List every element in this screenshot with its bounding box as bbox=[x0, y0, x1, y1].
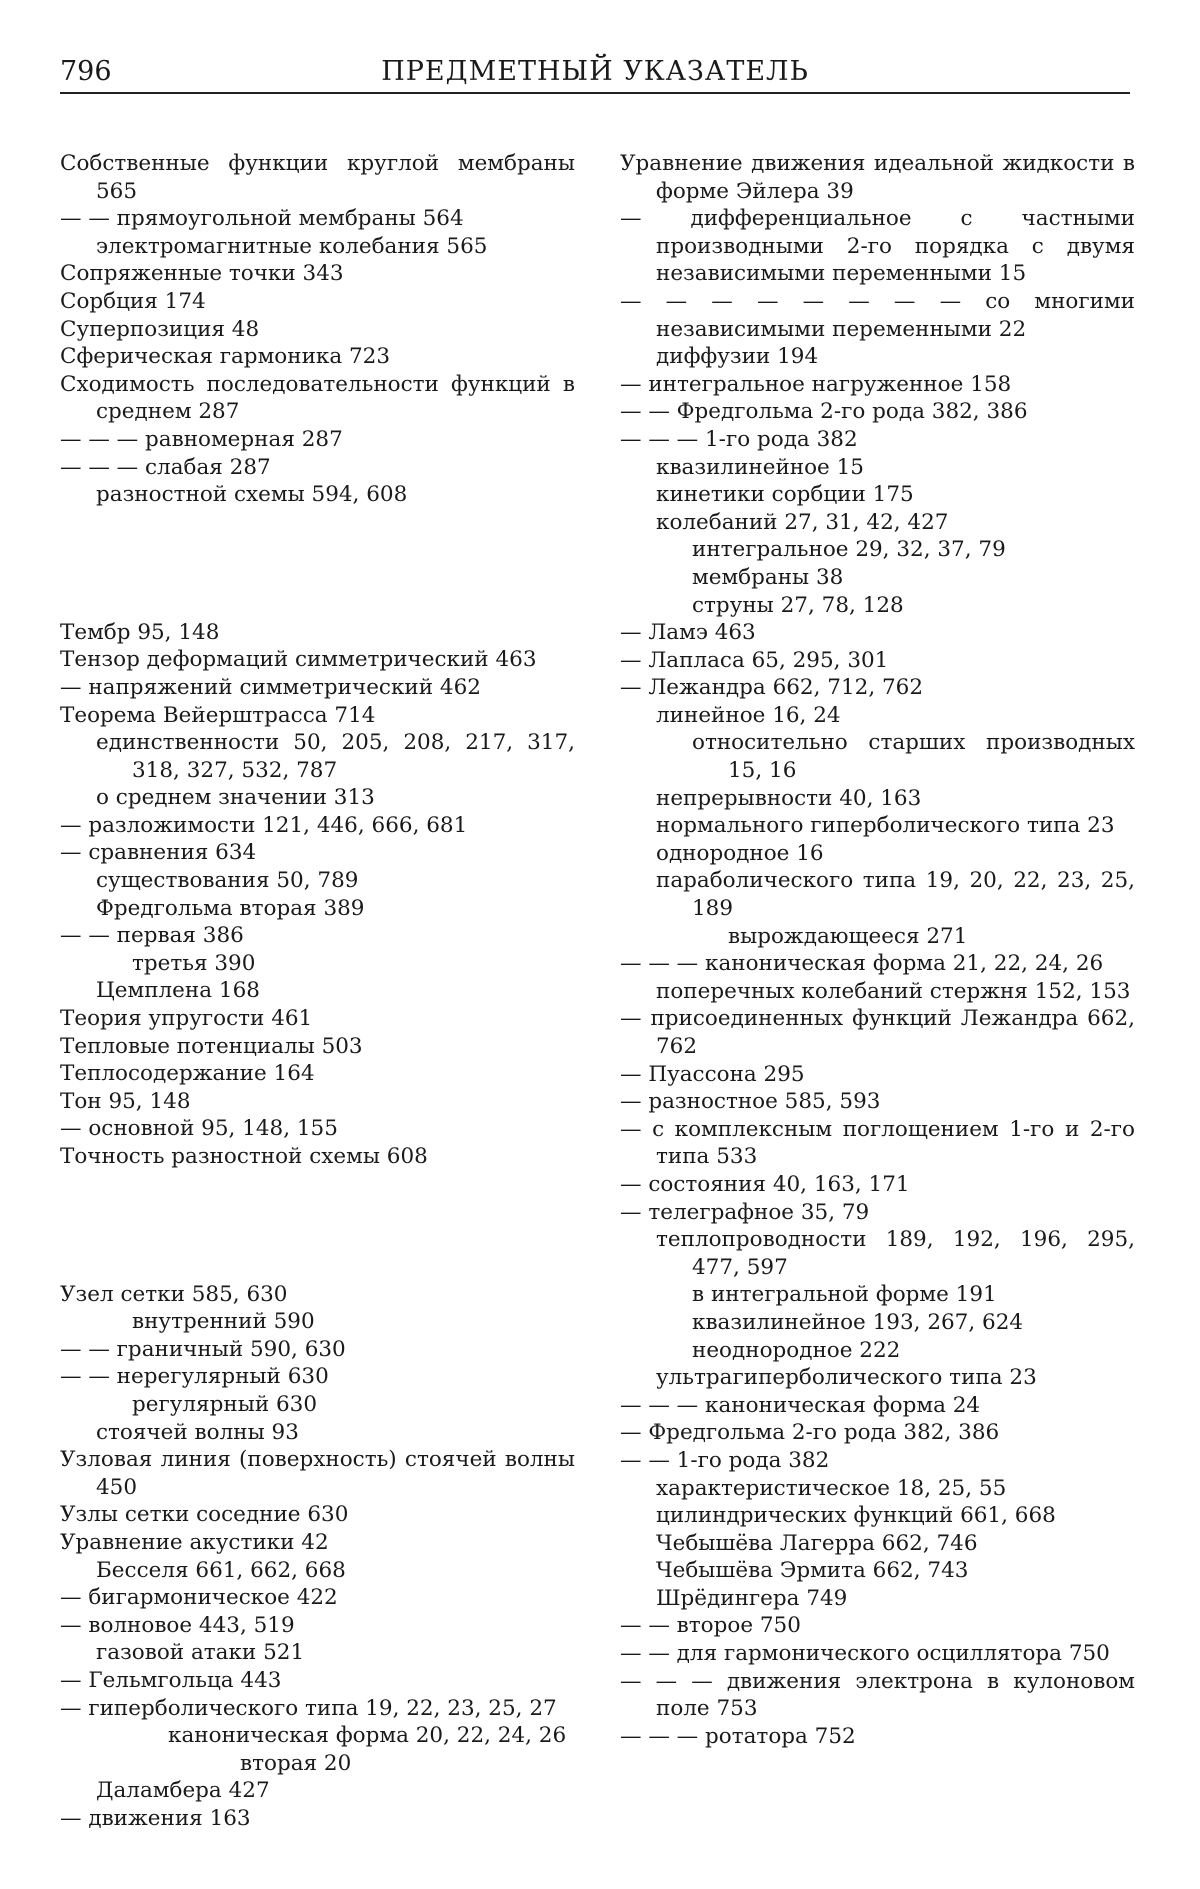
index-entry: — — — каноническая форма 24 bbox=[620, 1392, 981, 1418]
index-entry: третья 390 bbox=[132, 950, 256, 976]
index-entry: теплопроводности 189, 192, 196, 295, 477, 597 bbox=[656, 1227, 1135, 1280]
index-entry: — — — движения электрона в кулоновом поле 753 bbox=[620, 1668, 1135, 1722]
section-gap bbox=[60, 1171, 575, 1281]
index-entry: ультрагиперболического типа 23 bbox=[656, 1365, 1037, 1391]
index-entry: Теплосодержание 164 bbox=[60, 1061, 315, 1087]
index-entry: Сферическая гармоника 723 bbox=[60, 344, 391, 370]
index-entry: Суперпозиция 48 bbox=[60, 316, 260, 342]
index-entry: — — нерегулярный 630 bbox=[60, 1364, 329, 1390]
index-entry: — бигармоническое 422 bbox=[60, 1585, 338, 1611]
index-entry: Даламбера 427 bbox=[96, 1778, 270, 1804]
index-entry: — Гельмгольца 443 bbox=[60, 1667, 282, 1693]
index-entry: — — Фредгольма 2-го рода 382, 386 bbox=[620, 399, 1028, 425]
index-entry: Уравнение движения идеальной жидкости в форме Эйлера 39 bbox=[620, 151, 1135, 204]
index-entry: Точность разностной схемы 608 bbox=[60, 1144, 428, 1169]
index-entry: — телеграфное 35, 79 bbox=[620, 1199, 870, 1225]
index-entry: — — — 1-го рода 382 bbox=[620, 426, 858, 452]
index-entry: цилиндрических функций 661, 668 bbox=[656, 1503, 1056, 1529]
index-entry: — движения 163 bbox=[60, 1805, 251, 1831]
index-entry: Собственные функции круглой мембраны 565 bbox=[60, 151, 575, 204]
index-entry: параболического типа 19, 20, 22, 23, 25, 189 bbox=[656, 868, 1135, 922]
index-entry: — интегральное нагруженное 158 bbox=[620, 371, 1012, 397]
page-title: ПРЕДМЕТНЫЙ УКАЗАТЕЛЬ bbox=[381, 56, 809, 87]
index-entry: каноническая форма 20, 22, 24, 26 bbox=[168, 1723, 567, 1749]
index-entry: непрерывности 40, 163 bbox=[656, 785, 922, 811]
index-entry: линейное 16, 24 bbox=[656, 702, 841, 728]
index-entry: однородное 16 bbox=[656, 840, 824, 866]
index-entry: квазилинейное 15 bbox=[656, 454, 864, 480]
index-entry: — напряжений симметрический 462 bbox=[60, 674, 481, 700]
index-entry: — — — ротатора 752 bbox=[620, 1723, 856, 1749]
index-entry: единственности 50, 205, 208, 217, 317, 318, 327, 532, 787 bbox=[96, 730, 575, 783]
index-entry: внутренний 590 bbox=[132, 1309, 315, 1335]
index-entry: Уравнение акустики 42 bbox=[60, 1529, 329, 1555]
index-entry: в интегральной форме 191 bbox=[692, 1282, 997, 1308]
index-entry: Узел сетки 585, 630 bbox=[60, 1281, 288, 1307]
index-entry: Цемплена 168 bbox=[96, 978, 260, 1004]
index-entry: — состояния 40, 163, 171 bbox=[620, 1171, 910, 1197]
index-entry: струны 27, 78, 128 bbox=[692, 592, 904, 618]
index-entry: относительно старших производных 15, 16 bbox=[692, 730, 1135, 784]
index-entry: Сопряженные точки 343 bbox=[60, 261, 344, 287]
index-entry: Узловая линия (поверхность) стоячей волны 450 bbox=[60, 1447, 575, 1500]
index-entry: Чебышёва Лагерра 662, 746 bbox=[656, 1530, 978, 1556]
index-entry: поперечных колебаний стержня 152, 153 bbox=[656, 978, 1131, 1004]
index-entry: вторая 20 bbox=[240, 1750, 352, 1776]
index-entry: Тембр 95, 148 bbox=[60, 619, 220, 645]
index-entry: — Фредгольма 2-го рода 382, 386 bbox=[620, 1420, 1000, 1446]
index-entry: Тон 95, 148 bbox=[60, 1088, 191, 1114]
index-entry: — — 1-го рода 382 bbox=[620, 1447, 830, 1473]
index-entry: колебаний 27, 31, 42, 427 bbox=[656, 509, 949, 535]
index-entry: — — — слабая 287 bbox=[60, 454, 271, 480]
index-entry: разностной схемы 594, 608 bbox=[96, 482, 408, 508]
index-entry: Узлы сетки соседние 630 bbox=[60, 1502, 349, 1528]
index-entry: — гиперболического типа 19, 22, 23, 25, 27 bbox=[60, 1695, 557, 1721]
index-column-right bbox=[620, 150, 1135, 1750]
index-entry: регулярный 630 bbox=[132, 1391, 318, 1417]
index-entry: кинетики сорбции 175 bbox=[656, 482, 914, 508]
index-entry: — основной 95, 148, 155 bbox=[60, 1116, 338, 1142]
index-entry: неоднородное 222 bbox=[692, 1337, 901, 1363]
index-entry: — разложимости 121, 446, 666, 681 bbox=[60, 812, 468, 838]
index-entry: Сходимость последовательности функций в среднем 287 bbox=[60, 371, 575, 425]
index-entry: квазилинейное 193, 267, 624 bbox=[692, 1309, 1024, 1335]
index-entry: характеристическое 18, 25, 55 bbox=[656, 1475, 1007, 1501]
index-entry: Теория упругости 461 bbox=[60, 1006, 313, 1032]
page-number: 796 bbox=[60, 56, 112, 87]
index-entry: — с комплексным поглощением 1-го и 2-го типа 533 bbox=[620, 1116, 1135, 1170]
index-entry: — — первая 386 bbox=[60, 923, 244, 949]
index-entry: — присоединенных функций Лежандра 662, 762 bbox=[620, 1006, 1135, 1059]
index-column-left bbox=[60, 150, 575, 1832]
index-entry: существования 50, 789 bbox=[96, 868, 359, 894]
index-entry: — — — равномерная 287 bbox=[60, 426, 343, 452]
index-entry: — Ламэ 463 bbox=[620, 620, 756, 646]
index-entry: Чебышёва Эрмита 662, 743 bbox=[656, 1558, 969, 1584]
index-entry: — — — — — — — — со многими независимыми переменными 22 bbox=[620, 288, 1135, 342]
index-entry: — волновое 443, 519 bbox=[60, 1612, 295, 1638]
index-entry: — дифференциальное с частными производными 2-го порядка с двумя независимыми переменными 15 bbox=[620, 206, 1135, 287]
index-entry: мембраны 38 bbox=[692, 564, 844, 590]
index-entry: — — прямоугольной мембраны 564 bbox=[60, 206, 464, 232]
index-entry: Теорема Вейерштрасса 714 bbox=[60, 702, 376, 728]
section-gap bbox=[60, 509, 575, 619]
index-entry: — Лежандра 662, 712, 762 bbox=[620, 675, 924, 701]
page-header bbox=[60, 52, 1130, 94]
index-entry: Фредгольма вторая 389 bbox=[96, 895, 365, 921]
index-entry: — разностное 585, 593 bbox=[620, 1089, 881, 1115]
index-entry: Бесселя 661, 662, 668 bbox=[96, 1557, 346, 1583]
index-entry: — Лапласа 65, 295, 301 bbox=[620, 647, 889, 673]
index-entry: интегральное 29, 32, 37, 79 bbox=[692, 537, 1006, 563]
index-entry: — — — каноническая форма 21, 22, 24, 26 bbox=[620, 951, 1104, 977]
index-entry: нормального гиперболического типа 23 bbox=[656, 813, 1115, 839]
index-entry: диффузии 194 bbox=[656, 344, 819, 370]
index-entry: о среднем значении 313 bbox=[96, 785, 375, 811]
index-entry: Тензор деформаций симметрический 463 bbox=[60, 647, 537, 673]
index-entry: газовой атаки 521 bbox=[96, 1640, 305, 1666]
index-entry: Сорбция 174 bbox=[60, 288, 206, 314]
index-entry: — — для гармонического осциллятора 750 bbox=[620, 1641, 1110, 1667]
index-entry: вырождающееся 271 bbox=[728, 923, 968, 949]
index-entry: Шрёдингера 749 bbox=[656, 1585, 848, 1611]
index-entry: — — второе 750 bbox=[620, 1613, 801, 1639]
index-entry: Тепловые потенциалы 503 bbox=[60, 1033, 363, 1059]
index-entry: стоячей волны 93 bbox=[96, 1419, 299, 1445]
index-entry: — сравнения 634 bbox=[60, 840, 257, 866]
index-entry: — — граничный 590, 630 bbox=[60, 1336, 346, 1362]
index-entry: — Пуассона 295 bbox=[620, 1061, 805, 1087]
index-entry: электромагнитные колебания 565 bbox=[96, 233, 488, 259]
